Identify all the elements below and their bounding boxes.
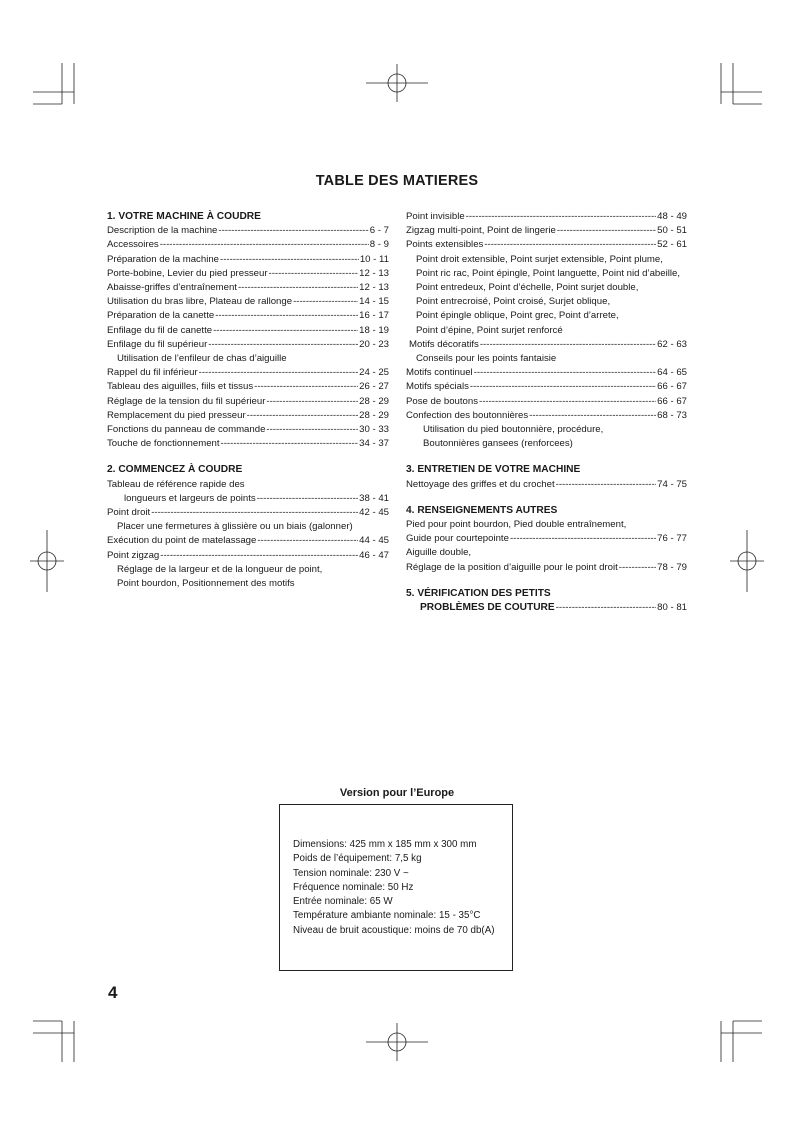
toc-entry-pages: 26 - 27 — [359, 381, 389, 393]
page-title: TABLE DES MATIERES — [315, 173, 479, 189]
toc-entry-title: Point zigzag — [107, 549, 160, 561]
spec-power: Entrée nominale: 65 W — [293, 896, 393, 908]
toc-entry-pages: 18 - 19 — [359, 324, 389, 336]
toc-entry-pages: 74 - 75 — [657, 478, 687, 490]
toc-entry-pages: 66 - 67 — [657, 395, 687, 407]
toc-entry[interactable] — [107, 437, 389, 451]
toc-entry-title: Remplacement du pied presseur — [107, 409, 246, 421]
toc-entry-title: Points extensibles — [406, 239, 484, 251]
toc-entry-title: Guide pour courtepointe — [406, 533, 509, 545]
toc-entry[interactable] — [406, 338, 687, 352]
dot-leader — [555, 601, 656, 615]
toc-entry-title: Point invisible — [406, 211, 465, 222]
dot-leader — [509, 532, 656, 546]
toc-entry-title: Zigzag multi-point, Point de lingerie — [406, 225, 556, 237]
dot-leader — [237, 281, 358, 295]
dot-leader — [483, 238, 656, 252]
toc-entry[interactable] — [406, 395, 687, 409]
dot-leader — [220, 437, 359, 451]
toc-entry[interactable] — [406, 561, 687, 575]
toc-entry[interactable] — [406, 366, 687, 380]
toc-entry-pages: 44 - 45 — [359, 535, 389, 547]
toc-entry-pages: 64 - 65 — [657, 367, 687, 379]
toc-subentry: Point entredeux, Point d’échelle, Point surjet double, — [416, 282, 639, 294]
toc-entry-pages: 20 - 23 — [359, 338, 389, 350]
toc-entry-title: Touche de fonctionnement — [107, 438, 220, 450]
toc-entry-title: longueurs et largeurs de points — [124, 492, 256, 504]
toc-subentry: Utilisation de l’enfileur de chas d’aiguille — [117, 353, 287, 365]
dot-leader — [246, 409, 358, 423]
toc-entry[interactable] — [107, 366, 389, 380]
toc-entry[interactable] — [107, 281, 389, 295]
toc-entry[interactable] — [406, 238, 687, 252]
toc-entry-title: Exécution du point de matelassage — [107, 535, 257, 547]
toc-entry-title: Porte-bobine, Levier du pied presseur — [107, 267, 268, 279]
toc-subentry: Réglage de la largeur et de la longueur de point, — [117, 563, 323, 575]
section-4-heading: 4. RENSEIGNEMENTS AUTRES — [406, 504, 558, 516]
toc-left-column — [107, 210, 389, 591]
toc-entry-pages: 52 - 61 — [657, 239, 687, 251]
toc-entry-title: PROBLÈMES DE COUTURE — [420, 602, 555, 614]
toc-entry-title: Enfilage du fil de canette — [107, 324, 213, 336]
toc-subentry: Point d’épine, Point surjet renforcé — [416, 324, 563, 336]
toc-entry-title: Accessoires — [107, 239, 159, 251]
spec-weight: Poids de l’équipement: 7,5 kg — [293, 853, 422, 865]
dot-leader — [212, 324, 358, 338]
spec-temperature: Température ambiante nominale: 15 - 35°C — [293, 910, 481, 922]
toc-entry-pages: 68 - 73 — [657, 409, 687, 421]
dot-leader — [214, 309, 358, 323]
dot-leader — [265, 423, 358, 437]
toc-entry-pages: 6 - 7 — [369, 225, 389, 237]
toc-entry[interactable] — [406, 210, 687, 224]
toc-entry[interactable] — [107, 534, 389, 548]
toc-entry[interactable] — [107, 395, 389, 409]
dot-leader — [528, 409, 656, 423]
toc-entry-title: Préparation de la machine — [107, 253, 219, 265]
spec-noise: Niveau de bruit acoustique: moins de 70 db(A) — [293, 924, 495, 936]
toc-entry-title: Réglage de la position d’aiguille pour le point droit — [406, 561, 618, 573]
toc-entry[interactable] — [107, 309, 389, 323]
spec-frequency: Fréquence nominale: 50 Hz — [293, 881, 414, 893]
toc-entry[interactable] — [107, 324, 389, 338]
toc-entry-pages: 48 - 49 — [657, 211, 687, 222]
toc-entry[interactable] — [107, 423, 389, 437]
toc-subentry: Point droit extensible, Point surjet extensible, Point plume, — [416, 253, 663, 265]
dot-leader — [150, 506, 358, 520]
toc-entry-title: Pose de boutons — [406, 395, 479, 407]
toc-entry[interactable] — [107, 492, 389, 506]
toc-entry-pages: 28 - 29 — [359, 395, 389, 407]
dot-leader — [159, 549, 358, 563]
section-2-heading: 2. COMMENCEZ À COUDRE — [107, 464, 243, 476]
section-1-heading: 1. VOTRE MACHINE À COUDRE — [107, 211, 261, 222]
toc-subentry: Point épingle oblique, Point grec, Point d’arrete, — [416, 310, 619, 322]
toc-entry-pages: 80 - 81 — [657, 602, 687, 614]
toc-entry-pages: 76 - 77 — [657, 533, 687, 545]
section-3-heading: 3. ENTRETIEN DE VOTRE MACHINE — [406, 464, 581, 476]
toc-entry-title: Point droit — [107, 507, 151, 519]
dot-leader — [198, 366, 358, 380]
dot-leader — [268, 267, 359, 281]
toc-subentry: Point bourdon, Positionnement des motifs — [117, 578, 295, 590]
toc-entry-pages: 42 - 45 — [359, 507, 389, 519]
toc-entry-pages: 8 - 9 — [369, 239, 389, 251]
toc-entry-pages: 24 - 25 — [359, 367, 389, 379]
dot-leader — [265, 395, 358, 409]
toc-entry[interactable] — [406, 380, 687, 394]
spec-voltage: Tension nominale: 230 V ~ — [293, 867, 409, 879]
toc-entry-title: Confection des boutonnières — [406, 409, 529, 421]
toc-entry-pages: 34 - 37 — [359, 438, 389, 450]
toc-entry[interactable] — [406, 601, 687, 615]
toc-entry-pages: 12 - 13 — [359, 282, 389, 294]
toc-entry-title: Utilisation du bras libre, Plateau de rallonge — [107, 296, 293, 308]
dot-leader — [292, 295, 358, 309]
toc-entry-line: Tableau de référence rapide des — [107, 478, 245, 490]
toc-entry-pages: 66 - 67 — [657, 381, 687, 393]
toc-subentry: Conseils pour les points fantaisie — [416, 353, 557, 365]
dot-leader — [473, 366, 656, 380]
toc-subentry: Boutonnières gansees (renforcees) — [423, 438, 573, 450]
specs-box — [279, 804, 513, 971]
spec-dimensions: Dimensions: 425 mm x 185 mm x 300 mm — [293, 839, 477, 850]
dot-leader — [555, 478, 657, 492]
toc-entry-pages: 14 - 15 — [359, 296, 389, 308]
toc-entry-title: Fonctions du panneau de commande — [107, 424, 266, 436]
toc-entry-title: Abaisse-griffes d’entraînement — [107, 282, 237, 294]
toc-subentry: Point ric rac, Point épingle, Point languette, Point nid d’abeille, — [416, 267, 680, 279]
toc-entry[interactable] — [406, 532, 687, 546]
toc-entry[interactable] — [107, 295, 389, 309]
toc-entry[interactable] — [107, 338, 389, 352]
toc-entry-title: Enfilage du fil supérieur — [107, 338, 208, 350]
toc-entry[interactable] — [107, 253, 389, 267]
dot-leader — [479, 338, 656, 352]
dot-leader — [159, 238, 369, 252]
dot-leader — [207, 338, 358, 352]
toc-entry[interactable] — [107, 380, 389, 394]
toc-entry-title: Motifs continuel — [406, 367, 473, 379]
toc-entry-title: Tableau des aiguilles, fiils et tissus — [107, 381, 254, 393]
toc-entry[interactable] — [107, 238, 389, 252]
toc-entry-pages: 30 - 33 — [359, 424, 389, 436]
toc-entry-title: Préparation de la canette — [107, 310, 215, 322]
toc-entry-title: Nettoyage des griffes et du crochet — [406, 478, 555, 490]
dot-leader — [478, 395, 656, 409]
toc-entry-pages: 50 - 51 — [657, 225, 687, 237]
toc-subentry: Utilisation du pied boutonnière, procédure, — [423, 424, 604, 436]
toc-entry-pages: 78 - 79 — [657, 561, 687, 573]
toc-entry-pages: 28 - 29 — [359, 409, 389, 421]
dot-leader — [556, 224, 656, 238]
toc-entry-pages: 16 - 17 — [359, 310, 389, 322]
toc-entry-title: Rappel du fil inférieur — [107, 367, 198, 379]
toc-entry[interactable] — [107, 506, 389, 520]
toc-entry-title: Motifs décoratifs — [409, 338, 479, 350]
toc-entry-pages: 38 - 41 — [359, 492, 389, 504]
toc-entry[interactable] — [107, 224, 389, 238]
toc-entry-pages: 62 - 63 — [657, 338, 687, 350]
toc-subentry: Point entrecroisé, Point croisé, Surjet oblique, — [416, 296, 611, 308]
dot-leader — [217, 224, 368, 238]
dot-leader — [465, 210, 656, 224]
toc-right-column — [406, 210, 687, 615]
toc-entry-title: Motifs spécials — [406, 381, 469, 393]
toc-entry-line: Aiguille double, — [406, 547, 472, 559]
dot-leader — [253, 380, 358, 394]
dot-leader — [256, 492, 358, 506]
dot-leader — [469, 380, 656, 394]
dot-leader — [219, 253, 359, 267]
section-5-heading: 5. VÉRIFICATION DES PETITS — [406, 587, 551, 599]
toc-entry[interactable] — [107, 409, 389, 423]
toc-entry-pages: 10 - 11 — [359, 253, 389, 265]
toc-entry[interactable] — [406, 409, 687, 423]
dot-leader — [618, 561, 656, 575]
page-number: 4 — [108, 983, 118, 1002]
toc-entry-title: Description de la machine — [107, 225, 218, 237]
toc-entry[interactable] — [107, 549, 389, 563]
toc-subentry: Placer une fermetures à glissière ou un biais (galonner) — [117, 521, 353, 533]
toc-entry-pages: 46 - 47 — [359, 549, 389, 561]
specs-title: Version pour l’Europe — [339, 787, 455, 799]
dot-leader — [256, 534, 358, 548]
toc-entry-pages: 12 - 13 — [359, 267, 389, 279]
toc-entry[interactable] — [107, 267, 389, 281]
toc-entry[interactable] — [406, 224, 687, 238]
toc-entry-title: Réglage de la tension du fil supérieur — [107, 395, 266, 407]
toc-entry-line: Pied pour point bourdon, Pied double entraînement, — [406, 519, 627, 531]
toc-entry[interactable] — [406, 478, 687, 492]
